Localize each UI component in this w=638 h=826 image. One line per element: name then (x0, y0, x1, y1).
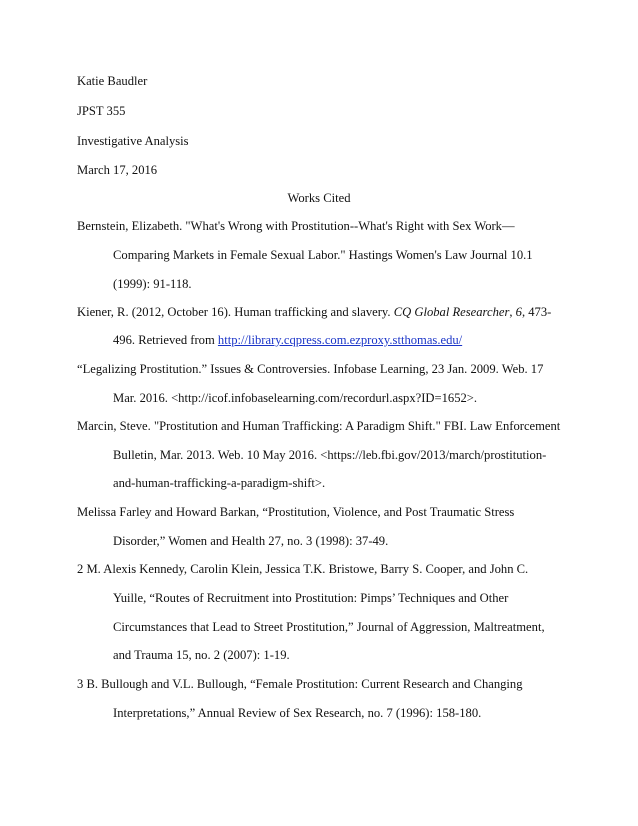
author-name: Katie Baudler (77, 74, 148, 88)
document-date: March 17, 2016 (77, 163, 158, 177)
citation-line: Mar. 2016. <http://icof.infobaselearning.com/recordurl.aspx?ID=1652>. (113, 391, 478, 405)
citation-text: , 473- (521, 305, 552, 319)
citation-link[interactable]: http://library.cqpress.com.ezproxy.stthomas.edu/ (217, 333, 463, 347)
citation-line: and Trauma 15, no. 2 (2007): 1-19. (113, 648, 290, 662)
journal-title: CQ Global Researcher (393, 305, 510, 319)
citation-line: Circumstances that Lead to Street Prostitution,” Journal of Aggression, Maltreatment, (113, 620, 545, 634)
citation-line: Yuille, “Routes of Recruitment into Prostitution: Pimps’ Techniques and Other (113, 591, 509, 605)
citation-text: , (509, 305, 516, 319)
citation-line (77, 304, 551, 320)
citation-line: Comparing Markets in Female Sexual Labor." Hastings Women's Law Journal 10.1 (113, 248, 533, 262)
citation-line: Marcin, Steve. "Prostitution and Human Trafficking: A Paradigm Shift." FBI. Law Enforcement (77, 419, 561, 433)
citation-line: “Legalizing Prostitution.” Issues & Controversies. Infobase Learning, 23 Jan. 2009. Web. 17 (77, 362, 544, 376)
citation-line: 2 M. Alexis Kennedy, Carolin Klein, Jessica T.K. Bristowe, Barry S. Cooper, and John C. (77, 562, 529, 576)
citation-line (113, 332, 462, 348)
citation-line: Bernstein, Elizabeth. "What's Wrong with Prostitution--What's Right with Sex Work— (77, 219, 515, 233)
citation-text: Kiener, R. (2012, October 16). Human trafficking and slavery. (77, 305, 394, 319)
assignment-title: Investigative Analysis (77, 134, 189, 148)
citation-line: Melissa Farley and Howard Barkan, “Prostitution, Violence, and Post Traumatic Stress (77, 505, 515, 519)
citation-line: 3 B. Bullough and V.L. Bullough, “Female Prostitution: Current Research and Changing (77, 677, 523, 691)
citation-line: Interpretations,” Annual Review of Sex Research, no. 7 (1996): 158-180. (113, 706, 482, 720)
course-code: JPST 355 (77, 104, 126, 118)
citation-line: (1999): 91-118. (113, 277, 192, 291)
citation-line: and-human-trafficking-a-paradigm-shift>. (113, 476, 326, 490)
citation-line: Bulletin, Mar. 2013. Web. 10 May 2016. <https://leb.fbi.gov/2013/march/prostitution- (113, 448, 547, 462)
citation-text: 496. Retrieved from (113, 333, 218, 347)
citation-line: Disorder,” Women and Health 27, no. 3 (1998): 37-49. (113, 534, 389, 548)
works-cited-heading: Works Cited (287, 191, 351, 205)
volume-number: 6 (515, 305, 522, 319)
